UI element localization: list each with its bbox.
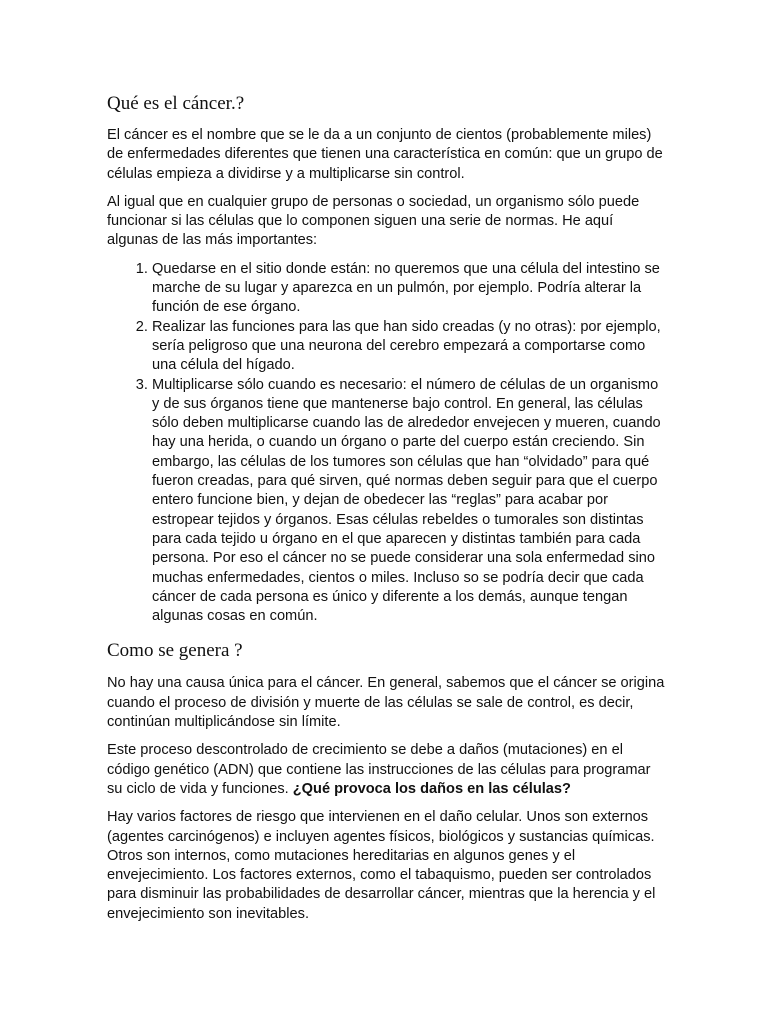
paragraph-no-single-cause: No hay una causa única para el cáncer. En general, sabemos que el cáncer se origina cuando el proceso de división y muerte de las células se sale de control, es decir, continúan multiplicándose sin límite. (107, 675, 665, 731)
numbered-list-cell-rules (107, 260, 667, 627)
heading-que-es-el-cancer: Qué es el cáncer.? (107, 93, 245, 114)
paragraph-mutations-text: Este proceso descontrolado de crecimiento se debe a daños (mutaciones) en el código genético (ADN) que contiene las instrucciones de las células para programar su ciclo de vida y funciones. (107, 742, 651, 797)
bold-question: ¿Qué provoca los daños en las células? (292, 780, 571, 797)
paragraph-organism-norms: Al igual que en cualquier grupo de personas o sociedad, un organismo sólo puede funcionar si las células que lo componen siguen una serie de normas. He aquí algunas de las más importantes: (107, 193, 640, 249)
heading-como-se-genera: Como se genera ? (107, 640, 243, 662)
list-item: 3. Multiplicarse sólo cuando es necesario: el número de células de un organismo y de sus órganos tiene que mantenerse bajo control. En general, las células sólo deben multiplicarse cuando las de alrededor envejecen y mueren, cuando hay una herida, o cuando un órgano o parte del cuerpo están creciendo. Sin embargo, las células de los tumores son células que han “olvidado” para qué fueron creadas, para qué sirven, qué normas deben seguir para que el cuerpo entero funcione bien, y dejan de obedecer las “reglas” para acabar por estropear tejidos y órganos. Esas células rebeldes o tumorales son distintas para cada tejido u órgano en el que aparecen y distintas también para cada persona. Por eso el cáncer no se puede considerar una sola enfermedad sino muchas enfermedades, cientos o miles. Incluso so se podría decir que cada cáncer de cada persona es único y diferente a los demás, aunque tengan algunas cosas en común. (152, 376, 667, 627)
paragraph-risk-factors: Hay varios factores de riesgo que intervienen en el daño celular. Unos son externos (agentes carcinógenos) e incluyen agentes físicos, biológicos y sustancias químicas. Otros son internos, como mutaciones hereditarias en algunos genes y el envejecimiento. Los factores externos, como el tabaquismo, pueden ser controlados para disminuir las probabilidades de desarrollar cáncer, mientras que la herencia y el envejecimiento son inevitables. (107, 809, 656, 922)
list-item: 2. Realizar las funciones para las que han sido creadas (y no otras): por ejemplo, sería peligroso que una neurona del cerebro empezará a comportarse como una célula del hígado. (152, 318, 667, 376)
document-page (107, 92, 667, 924)
paragraph-mutations (107, 741, 667, 799)
paragraph-definition: El cáncer es el nombre que se le da a un conjunto de cientos (probablemente miles) de enfermedades diferentes que tienen una característica en común: que un grupo de células empieza a dividirse y a multiplicarse sin control. (107, 127, 663, 182)
list-item: 1. Quedarse en el sitio donde están: no queremos que una célula del intestino se marche de su lugar y aparezca en un pulmón, por ejemplo. Podría alterar la función de ese órgano. (152, 260, 667, 318)
